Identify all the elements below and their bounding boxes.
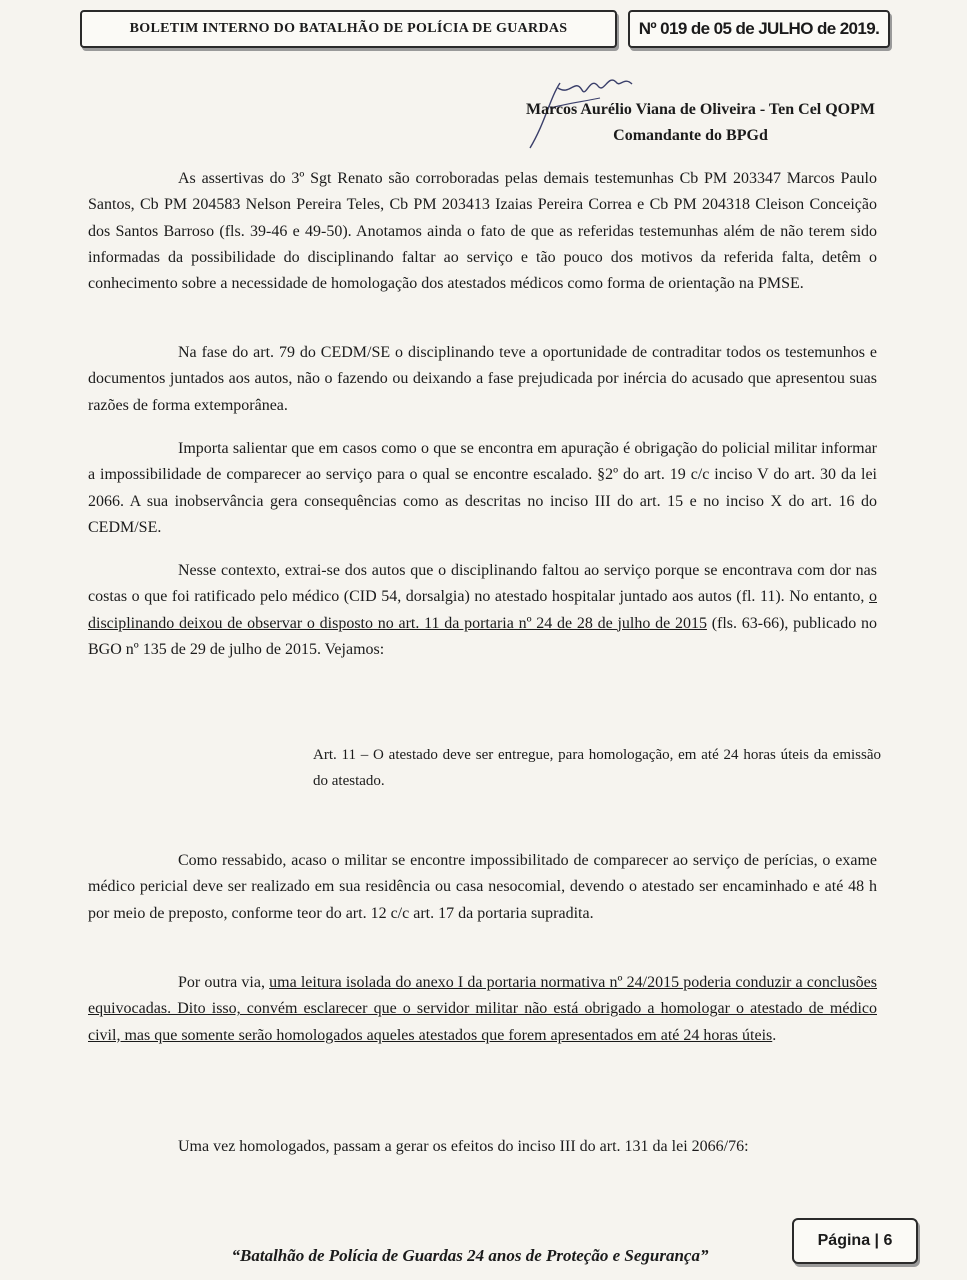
paragraph-testimonies (88, 166, 877, 297)
page-number-box (792, 1218, 918, 1264)
footer-motto: “Batalhão de Polícia de Guardas 24 anos de Proteção e Segurança” (231, 1246, 709, 1265)
paragraph-6-start: Por outra via, (178, 974, 270, 991)
paragraph-4-underlined: o disciplinando deixou de observar o disposto no art. 11 da portaria nº 24 de 28 de julho de 2015 (88, 588, 877, 632)
paragraph-art79 (88, 340, 877, 419)
paragraph-3: Importa salientar que em casos como o que se encontra em apuração é obrigação do policial militar informar a impossibilidade de comparecer ao serviço para o qual se encontre escalado. §2º do art. 19 c/c inciso V do art. 30 da lei 2066. A sua inobservância gera consequências como as descritas no inciso III do art. 15 e no inciso X do art. 16 do CEDM/SE. (88, 440, 877, 536)
bulletin-title-box (80, 10, 617, 48)
paragraph-2: Na fase do art. 79 do CEDM/SE o disciplinando teve a oportunidade de contraditar todos os testemunhos e documentos juntados aos autos, não o fazendo ou deixando a fase prejudicada por inércia do acusado que apresentou suas razões de forma extemporânea. (88, 344, 877, 414)
paragraph-4-end: (fls. 63-66), publicado no BGO nº 135 de 29 de julho de 2015. Vejamos: (88, 614, 878, 658)
paragraph-4-start: Nesse contexto, extrai-se dos autos que o disciplinando faltou ao serviço porque se encontrava com dor nas costas o que foi ratificado pelo médico (CID 54, dorsalgia) no atestado hospitalar juntado aos autos (fl. 11). No entanto, (88, 562, 877, 606)
paragraph-other-way (88, 970, 877, 1049)
paragraph-6-end: . (772, 1026, 777, 1044)
paragraph-effects (88, 1134, 877, 1160)
paragraph-obligation (88, 436, 877, 541)
paragraph-context (88, 558, 877, 663)
bulletin-title: BOLETIM INTERNO DO BATALHÃO DE POLÍCIA DE GUARDAS (129, 21, 568, 36)
signer-name: Marcos Aurélio Viana de Oliveira - Ten Cel QOPM (525, 101, 875, 118)
page-number: Página | 6 (817, 1232, 893, 1249)
paragraph-4 (88, 558, 877, 663)
issue-number: Nº 019 de 05 de JULHO de 2019. (638, 19, 880, 38)
issue-number-box (628, 10, 890, 48)
paragraph-expertise (88, 848, 877, 927)
signer-block (526, 97, 875, 149)
paragraph-1: As assertivas do 3º Sgt Renato são corroboradas pelas demais testemunhas Cb PM 203347 Marcos Paulo Santos, Cb PM 204583 Nelson Pereira Teles, Cb PM 203413 Izaias Pereira Correa e Cb PM 204318 Cleison Conceição dos Santos Barroso (fls. 39-46 e 49-50). Anotamos ainda o fato de que as referidas testemunhas além de não terem sido informadas da possibilidade do disciplinando faltar ao serviço e tão pouco dos motivos da referida falta, detêm o conhecimento sobre a necessidade de homologação dos atestados médicos como forma de orientação na PMSE. (88, 170, 877, 293)
paragraph-7: Uma vez homologados, passam a gerar os efeitos do inciso III do art. 131 da lei 2066/76: (178, 1138, 749, 1155)
signer-title: Comandante do BPGd (613, 127, 768, 144)
paragraph-5: Como ressabido, acaso o militar se encontre impossibilitado de comparecer ao serviço de perícias, o exame médico pericial deve ser realizado em sua residência ou casa nesocomial, devendo o atestado ser encaminhado e até 48 h por meio de preposto, conforme teor do art. 12 c/c art. 17 da portaria supradita. (88, 852, 877, 922)
paragraph-6-underlined: uma leitura isolada do anexo I da portaria normativa nº 24/2015 poderia conduzir a conclusões equivocadas. Dito isso, convém esclarecer que o servidor militar não está obrigado a homologar o atestado de médico civil, mas que somente serão homologados aqueles atestados que forem apresentados em até 24 horas úteis (88, 974, 877, 1044)
paragraph-6 (88, 970, 877, 1049)
quoted-article: Art. 11 – O atestado deve ser entregue, para homologação, em até 24 horas úteis da emissão do atestado. (313, 747, 881, 789)
